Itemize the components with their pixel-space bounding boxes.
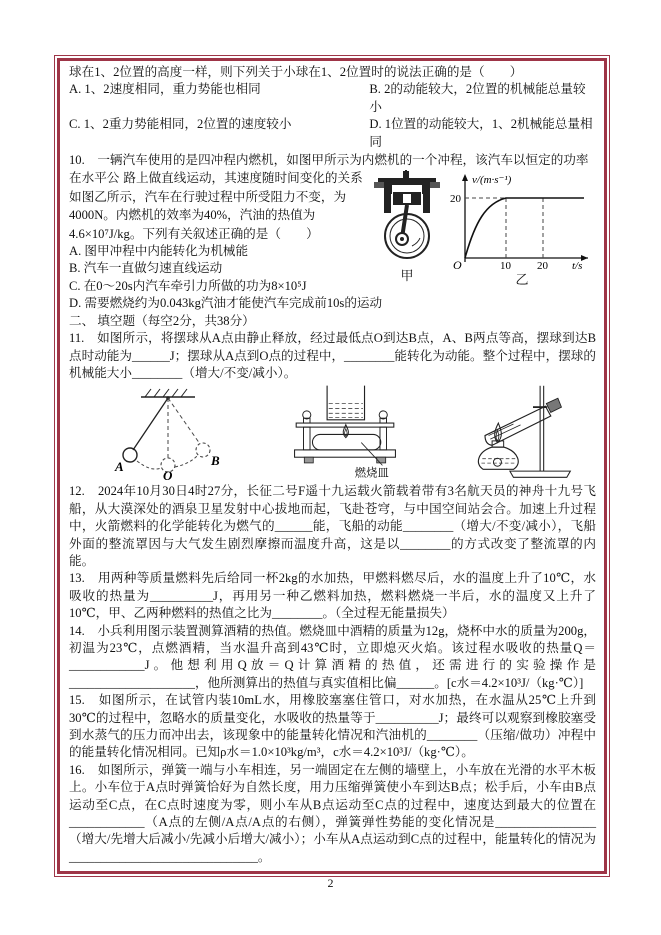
pendulum-diagram [101, 384, 239, 480]
q10-stem-a: 10. 一辆汽车使用的是四冲程内燃机，如图甲所示为内燃机的一个冲程，该汽车以恒定的功率在水平公 [69, 153, 589, 186]
q9-intro: 球在1、2位置的高度一样，则下列关于小球在1、2位置时的说法正确的是（ ） [69, 65, 523, 79]
q10-option-c: C. 在0～20s内汽车牵引力所做的功为8×10⁵J [69, 278, 307, 293]
q10-figure [372, 170, 596, 287]
vt-graph [448, 170, 596, 270]
question-13: 13. 用两种等质量燃料先后给同一杯2kg的水加热，甲燃料燃尽后，水的温度上升了10℃，水吸收的热量为__________J，再用另一种乙燃料加热，燃料燃烧一半后，水的温度又上升了10℃，甲、乙两种燃料的热值之比为________。（全过程无能量损失） [69, 571, 596, 621]
engine-figure [372, 170, 442, 283]
q10-option-a: A. 图甲冲程中内能转化为机械能 [69, 244, 249, 259]
vt-xtick-10: 10 [500, 260, 511, 271]
vt-graph-figure [448, 170, 596, 287]
vt-xlabel: t/s [572, 260, 583, 271]
q10-option-d: D. 需要燃烧约为0.043kg汽油才能使汽车完成前10s的运动 [69, 296, 383, 311]
worksheet-page [57, 58, 607, 874]
q9-options-cd [69, 116, 596, 151]
q10-option-b: B. 汽车一直做匀速直线运动 [69, 261, 223, 276]
vt-ylabel: v/(m·s⁻¹) [472, 174, 512, 187]
pendulum-label-b: B [211, 453, 220, 469]
question-16: 16. 如图所示，弹簧一端与小车相连，另一端固定在左侧的墙壁上，小车放在光滑的水平木板上。小车位于A点时弹簧恰好为自然长度，用力压缩弹簧使小车到达B点；松手后，小车由B点运动至C点，在C点时速度为零，则小车从B点运动至C点的过程中，速度达到最大的位置在____________（A点的左侧/A点/A点的右侧），弹簧弹性势能的变化情况是________________（增大/先增大后减小/先减小后增大/减小）；小车从A点运动到C点的过程中，能量转化的情况为______________________________。 [69, 762, 596, 864]
question-10 [69, 151, 596, 313]
page-number: 2 [327, 876, 334, 890]
q10-stem-b: 路上做直线运动，其速度随时间变化的关系如图乙所示，汽车在行驶过程中所受阻力不变，为4000N。内燃机的效率为40%，汽油的热值为4.6×10⁷J/kg。下列有关叙述正确的是（ ） [69, 171, 363, 241]
vt-xtick-20: 20 [537, 260, 548, 271]
question-14: 14. 小兵利用图示装置测算酒精的热值。燃烧皿中酒精的质量为12g，烧杯中水的质量为200g，初温为23℃，点燃酒精，当水温升高到43℃时，立即熄灭火焰。该过程水吸收的热量Q＝____________J。他想利用Q放＝Q计算酒精的热值，还需进行的实验操作是____________________，他所测算出的热值与真实值相比偏______。[c水＝4.2×10³J/（kg·℃）] [69, 623, 596, 690]
question-15: 15. 如图所示，在试管内装10mL水，用橡胶塞塞住管口，对水加热，在水温从25℃上升到30℃的过程中，忽略水的质量变化，水吸收的热量等于__________J；最终可以观察到橡胶塞受到水蒸气的压力而冲出去，该现象中的能量转化情况和汽油机的________（压缩/做功）冲程中的能量转化情况相同。已知ρ水＝1.0×10³kg/m³，c水＝4.2×10³J/（kg·℃）。 [69, 693, 596, 760]
engine-caption: 甲 [400, 268, 414, 284]
burning-dish-apparatus [265, 384, 425, 480]
q9-options-ab [69, 81, 596, 116]
graph-caption: 乙 [515, 272, 529, 288]
section2-title: 二、 填空题（每空2分，共38分） [69, 313, 255, 328]
vt-ytick-20: 20 [450, 193, 461, 206]
test-tube-heating-diagram [451, 384, 583, 480]
q9-option-c: C. 1、2重力势能相同，2位置的速度较小 [69, 117, 292, 132]
burning-dish-label: 燃烧皿 [354, 468, 389, 481]
q9-option-b: B. 2的动能较大，2位置的机械能总量较小 [369, 82, 586, 114]
question-11: 11. 如图所示，将摆球从A点由静止释放，经过最低点O到达B点，A、B两点等高，摆球到达B点时动能为______J；摆球从A点到O点的过程中，________能转化为动能。整个过程中，摆球的机械能大小________（增大/不变/减小）。 [69, 331, 596, 380]
pendulum-label-o: O [163, 468, 173, 481]
engine-diagram [372, 170, 442, 266]
q9-option-d: D. 1位置的动能较大，1、2机械能总量相同 [369, 117, 593, 149]
q9-option-a: A. 1、2速度相同，重力势能也相同 [69, 82, 261, 97]
figures-row [101, 384, 596, 480]
pendulum-label-a: A [115, 459, 124, 475]
vt-origin: O [453, 258, 462, 271]
question-12: 12. 2024年10月30日4时27分，长征二号F遥十九运载火箭载着带有3名航天员的神舟十九号飞船，从大漠深处的酒泉卫星发射中心拔地而起，飞赴苍穹，与中国空间站会合。加速上升过程中，火箭燃料的化学能转化为燃气的______能，飞船的动能________（增大/不变/减小），飞船外面的整流罩因与大气发生剧烈摩擦而温度升高，这是以________的方式改变了整流罩的内能。 [69, 484, 596, 568]
